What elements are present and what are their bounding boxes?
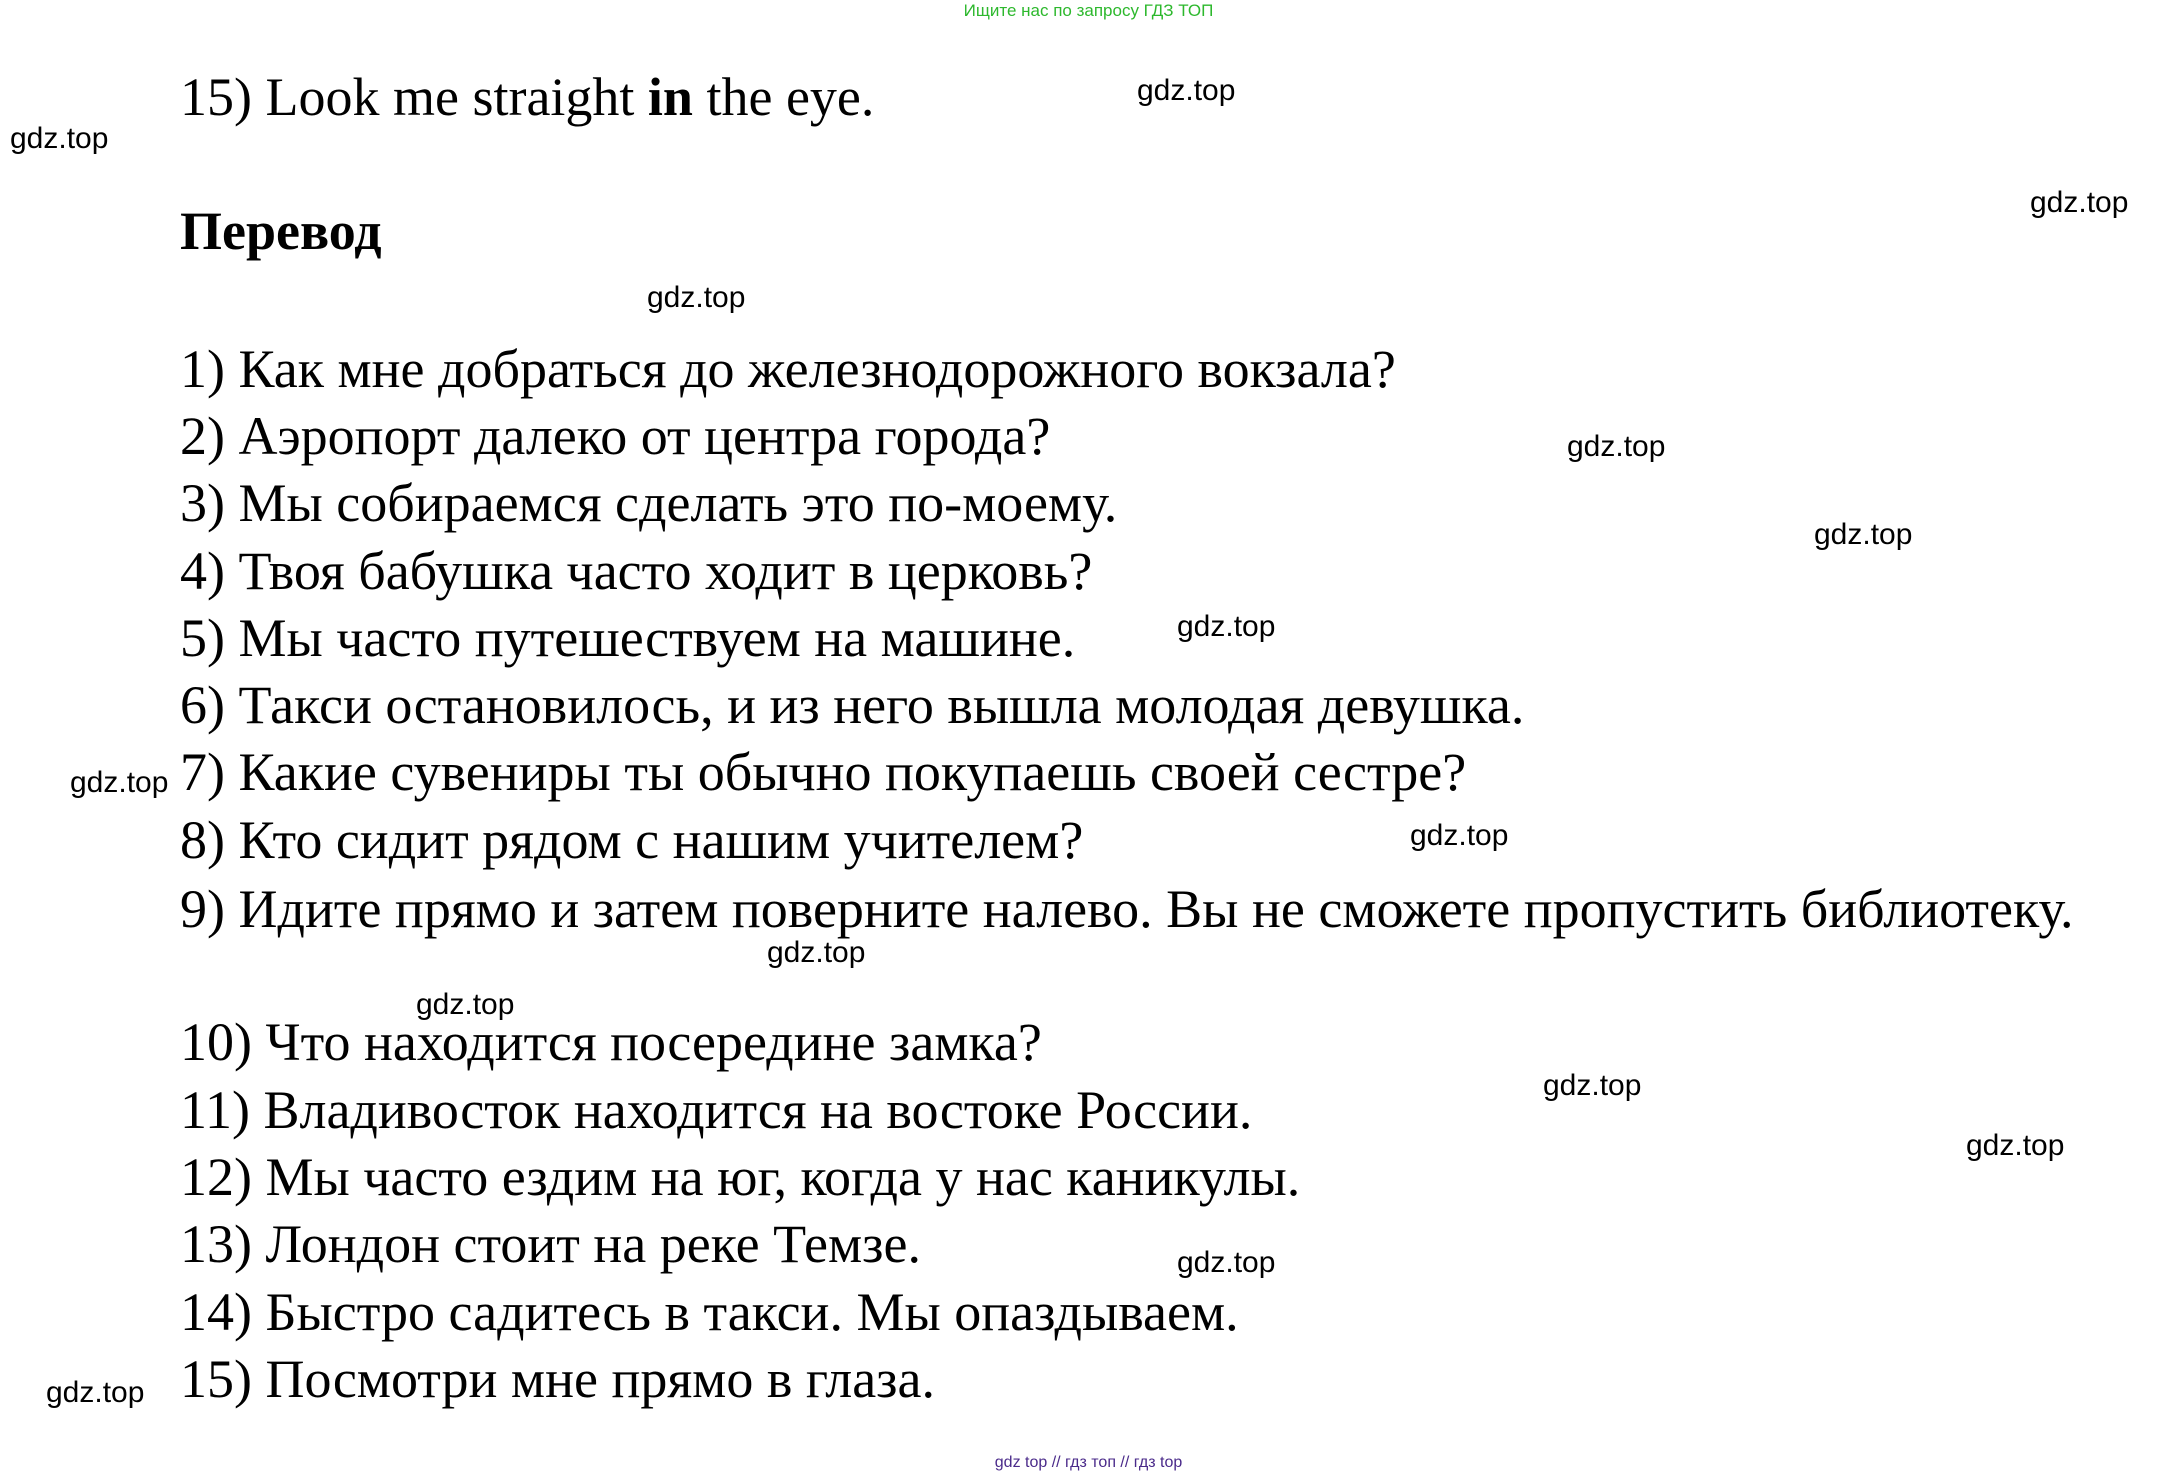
translation-line-6: 6) Такси остановилось, и из него вышла молодая девушка. xyxy=(180,675,1525,735)
translation-line-7: 7) Какие сувениры ты обычно покупаешь своей сестре? xyxy=(180,742,1467,802)
english-sentence-start: 15) Look me straight xyxy=(180,67,648,127)
watermark: gdz.top xyxy=(10,122,109,155)
translation-line-13: 13) Лондон стоит на реке Темзе. xyxy=(180,1214,921,1274)
watermark: gdz.top xyxy=(2030,186,2129,219)
english-sentence-15 xyxy=(180,66,874,128)
translation-line-14: 14) Быстро садитесь в такси. Мы опаздываем. xyxy=(180,1282,1239,1342)
watermark: gdz.top xyxy=(1814,518,1913,551)
translation-line-11: 11) Владивосток находится на востоке России. xyxy=(180,1080,1253,1140)
translation-line-4: 4) Твоя бабушка часто ходит в церковь? xyxy=(180,541,1093,601)
translation-line-8: 8) Кто сидит рядом с нашим учителем? xyxy=(180,810,1084,870)
watermark: gdz.top xyxy=(1410,819,1509,852)
watermark: gdz.top xyxy=(1966,1129,2065,1162)
watermark: gdz.top xyxy=(1137,74,1236,107)
watermark: gdz.top xyxy=(767,936,866,969)
translation-line-5: 5) Мы часто путешествуем на машине. xyxy=(180,608,1076,668)
watermark: gdz.top xyxy=(1543,1069,1642,1102)
footer-watermark: gdz top // гдз топ // гдз top xyxy=(994,1454,1183,1471)
watermark: gdz.top xyxy=(1177,610,1276,643)
translation-line-1: 1) Как мне добраться до железнодорожного вокзала? xyxy=(180,339,1396,399)
translation-heading: Перевод xyxy=(180,201,382,261)
translation-line-12: 12) Мы часто ездим на юг, когда у нас каникулы. xyxy=(180,1147,1301,1207)
translation-line-3: 3) Мы собираемся сделать это по-моему. xyxy=(180,473,1118,533)
translation-line-10: 10) Что находится посередине замка? xyxy=(180,1012,1042,1072)
watermark: gdz.top xyxy=(1567,430,1666,463)
watermark: gdz.top xyxy=(1177,1246,1276,1279)
watermark: gdz.top xyxy=(647,281,746,314)
translation-line-2: 2) Аэропорт далеко от центра города? xyxy=(180,406,1051,466)
top-banner: Ищите нас по запросу ГДЗ ТОП xyxy=(963,1,1214,20)
translation-line-9: 9) Идите прямо и затем поверните налево. Вы не сможете пропустить библиотеку. xyxy=(180,879,2074,939)
watermark: gdz.top xyxy=(416,988,515,1021)
english-sentence-end: the eye. xyxy=(692,67,875,127)
translation-line-15: 15) Посмотри мне прямо в глаза. xyxy=(180,1349,935,1409)
english-sentence-bold-word: in xyxy=(647,67,693,127)
watermark: gdz.top xyxy=(70,766,169,799)
watermark: gdz.top xyxy=(46,1376,145,1409)
